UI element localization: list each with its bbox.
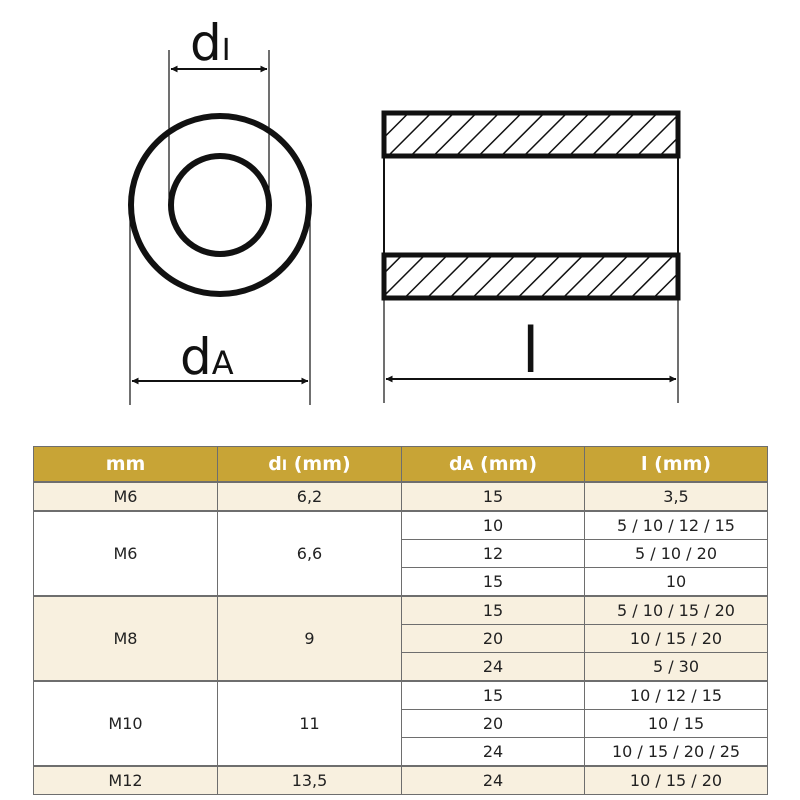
header-length: l (mm) [585,447,768,483]
thread-cell: M6 [34,482,218,511]
outer-diameter-cell: 24 [402,738,585,767]
table-header-row [34,447,768,483]
length-cell: 10 / 15 / 20 / 25 [585,738,768,767]
group-m10 [34,681,768,766]
header-inner-diameter: dI (mm) [218,447,402,483]
inner-diameter-cell: 11 [218,681,402,766]
length-cell: 5 / 10 / 15 / 20 [585,596,768,625]
outer-diameter-cell: 15 [402,482,585,511]
table-row [34,681,768,710]
table-row [34,482,768,511]
length-cell: 10 / 15 / 20 [585,625,768,653]
length-label: l [522,314,540,387]
outer-diameter-label: dA [180,328,234,386]
outer-circle [131,116,309,294]
spacer-dimension-table [33,446,768,795]
group-m6-6-2 [34,482,768,511]
length-cell: 5 / 30 [585,653,768,682]
hatched-wall-bottom [384,255,678,298]
header-outer-diameter: dA (mm) [402,447,585,483]
inner-diameter-label: dI [190,14,231,72]
inner-diameter-cell: 6,6 [218,511,402,596]
inner-circle [171,156,269,254]
front-view [130,14,310,405]
outer-diameter-cell: 20 [402,710,585,738]
group-m6-6-6 [34,511,768,596]
group-m12 [34,766,768,795]
thread-cell: M8 [34,596,218,681]
outer-diameter-cell: 10 [402,511,585,540]
length-cell: 10 / 15 [585,710,768,738]
length-cell: 3,5 [585,482,768,511]
header-thread: mm [34,447,218,483]
outer-diameter-cell: 24 [402,766,585,795]
thread-cell: M12 [34,766,218,795]
hatched-wall-top [384,113,678,156]
thread-cell: M10 [34,681,218,766]
inner-diameter-cell: 9 [218,596,402,681]
length-cell: 10 / 12 / 15 [585,681,768,710]
length-cell: 5 / 10 / 20 [585,540,768,568]
table-row [34,596,768,625]
length-cell: 10 / 15 / 20 [585,766,768,795]
length-cell: 10 [585,568,768,597]
inner-diameter-cell: 6,2 [218,482,402,511]
group-m8 [34,596,768,681]
outer-diameter-cell: 12 [402,540,585,568]
outer-diameter-cell: 15 [402,596,585,625]
outer-diameter-cell: 15 [402,681,585,710]
outer-diameter-cell: 20 [402,625,585,653]
table-row [34,511,768,540]
thread-cell: M6 [34,511,218,596]
length-cell: 5 / 10 / 12 / 15 [585,511,768,540]
inner-diameter-cell: 13,5 [218,766,402,795]
outer-diameter-cell: 15 [402,568,585,597]
side-view [384,113,678,403]
outer-diameter-cell: 24 [402,653,585,682]
table-row [34,766,768,795]
